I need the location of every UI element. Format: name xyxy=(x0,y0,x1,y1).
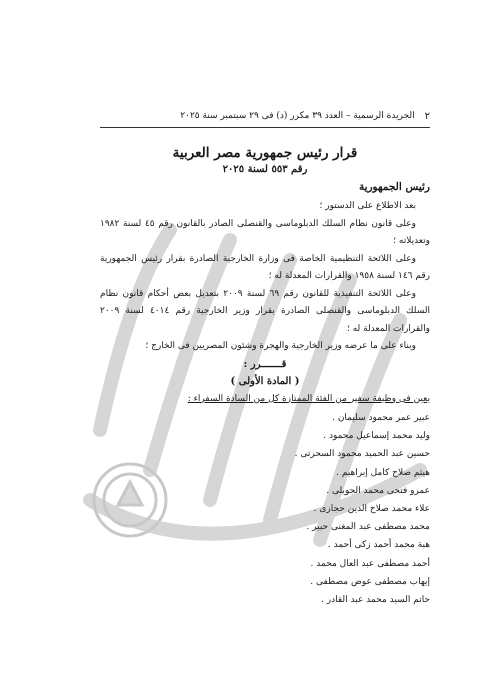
header-rule xyxy=(100,127,430,128)
document-title: قرار رئيس جمهورية مصر العربية xyxy=(172,145,358,161)
president-heading: رئيس الجمهورية xyxy=(358,181,430,193)
preamble-item: وبناء على ما عرضه وزير الخارجية والهجرة وشئون المصريين فى الخارج ؛ xyxy=(145,341,416,351)
list-item: عمرو فتحى محمد الجويلى . xyxy=(326,485,430,496)
decided-heading: قـــــــرر : xyxy=(243,358,287,370)
preamble-item: وعلى قانون نظام السلك الدبلوماسى والقنصلى الصادر بالقانون رقم ٤٥ لسنة ١٩٨٢ وتعديلاته ؛ xyxy=(100,218,430,246)
list-item: حاتم السيد محمد عبد القادر . xyxy=(321,595,430,606)
page-header xyxy=(100,108,430,124)
publication-line: الجريدة الرسمية – العدد ٣٩ مكرر (د) فى ٢٩ سبتمبر سنة ٢٠٢٥ xyxy=(180,111,415,121)
page-number: ٢ xyxy=(424,110,430,122)
list-item: إيهاب مصطفى عوض مصطفى . xyxy=(310,576,430,587)
preamble-item: وعلى اللائحة التنظيمية الخاصة فى وزارة الخارجية الصادرة بقرار رئيس الجمهورية رقم ١٤٦ لسنة ١٩٥٨ والقرارات المعدلة له ؛ xyxy=(100,253,430,281)
preamble-item: وعلى اللائحة التنفيذية للقانون رقم ٦٩ لسنة ٢٠٠٩ بتعديل بعض أحكام قانون نظام السلك الدبلوماسى والقنصلى الصادرة بقرار وزير الخارجية رقم ٤٠١٤ لسنة ٢٠٠٩ والقرارات المعدلة له ؛ xyxy=(100,288,430,334)
list-item: علاء محمد صلاح الدين حجازى . xyxy=(313,504,430,515)
list-item: حسين عبد الحميد محمود السحرتى . xyxy=(294,449,430,460)
decree-number: رقم ٥٥٣ لسنة ٢٠٢٥ xyxy=(222,164,308,175)
list-item: محمد مصطفى عبد المغنى حبير . xyxy=(306,522,430,533)
document-page xyxy=(100,0,430,678)
document-body xyxy=(100,198,430,609)
list-item: وليد محمد إسماعيل محمود . xyxy=(323,431,430,442)
article-title: ( المادة الأولى ) xyxy=(230,376,300,387)
preamble-item: بعد الاطلاع على الدستور ؛ xyxy=(319,201,416,211)
appointment-intro: يعين فى وظيفة سفير من الفئة الممتازة كل من السادة السفراء : xyxy=(187,393,430,404)
list-item: عبير عمر محمود سليمان . xyxy=(332,413,430,423)
list-item: هيثم صلاح كامل إبراهيم . xyxy=(336,467,430,478)
list-item: أحمد مصطفى عبد العال محمد . xyxy=(310,558,430,569)
list-item: هبة محمد أحمد زكى أحمد . xyxy=(327,540,430,551)
names-list xyxy=(100,409,430,609)
